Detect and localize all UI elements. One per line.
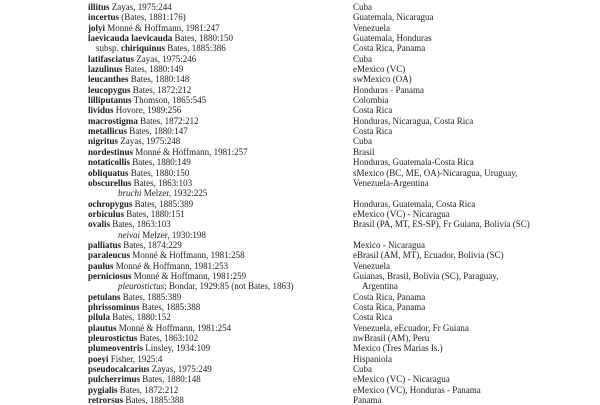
- species-entry: [88, 126, 188, 136]
- species-name: lazulinus: [88, 64, 123, 75]
- checklist-row: [0, 199, 600, 209]
- checklist-row: [0, 209, 600, 219]
- species-name: pygialis: [88, 384, 118, 395]
- species-entry: [88, 292, 181, 302]
- species-name: retrorsus: [88, 395, 124, 405]
- species-name: jolyi: [88, 22, 105, 33]
- species-name: lividus: [88, 105, 114, 116]
- species-entry: [88, 385, 178, 395]
- author-citation: Bates, 1880:151: [124, 208, 185, 219]
- author-citation: Zayas, 1975:249: [149, 364, 212, 375]
- species-name: obscurellus: [88, 177, 132, 188]
- author-citation: Bates, 1863:103: [110, 219, 171, 230]
- species-name: illitus: [88, 2, 110, 12]
- distribution-text: Guatemala, Honduras: [353, 33, 432, 44]
- author-citation: (Bates, 1881:176): [119, 12, 186, 23]
- species-entry: [88, 312, 171, 322]
- species-entry: [118, 281, 294, 291]
- species-name: paraleucus: [88, 250, 131, 261]
- species-entry: [88, 364, 212, 374]
- distribution-text: Costa Rica: [353, 126, 393, 137]
- author-citation: Bates, 1880:149: [130, 157, 191, 168]
- checklist-row: [0, 250, 600, 260]
- checklist-row: [0, 261, 600, 271]
- distribution-text: Cuba: [353, 2, 372, 12]
- author-citation: Monné & Hoffmann, 1981:257: [133, 146, 248, 157]
- distribution-text: Honduras, Nicaragua, Costa Rica: [353, 115, 474, 126]
- author-citation: Bates, 1872:212: [137, 115, 199, 126]
- species-entry: [88, 240, 182, 250]
- subspecies-prefix: subsp.: [96, 43, 122, 54]
- author-citation: Monné & Hoffmann, 1981:254: [116, 322, 232, 333]
- checklist-row: [0, 95, 600, 105]
- checklist-row: [0, 33, 600, 43]
- distribution-text: Mexico - Nicaragua: [353, 239, 425, 250]
- distribution-text: Mexico (Tres Marias Is.): [353, 343, 443, 354]
- checklist-row: [0, 168, 600, 178]
- distribution-text: Cuba: [353, 136, 372, 147]
- author-citation: Bates, 1872:212: [130, 84, 192, 95]
- species-entry: [88, 209, 185, 219]
- species-entry: [88, 343, 210, 353]
- species-entry: [88, 261, 228, 271]
- distribution-text: Costa Rica, Panama: [353, 43, 426, 54]
- distribution-text: eMexico (VC), Honduras - Panama: [353, 384, 481, 395]
- checklist-row: [0, 385, 600, 395]
- species-name: nordestinus: [88, 146, 134, 157]
- distribution-text: Costa Rica: [353, 105, 393, 116]
- species-name: pseudocalcarius: [88, 364, 150, 375]
- species-entry: [118, 188, 207, 198]
- species-entry: [88, 302, 200, 312]
- species-entry: [88, 95, 206, 105]
- checklist-row: [0, 333, 600, 343]
- checklist-row: [0, 292, 600, 302]
- distribution-text: Honduras - Panama: [353, 84, 424, 95]
- author-citation: Fisher, 1925:4: [108, 353, 163, 364]
- species-name: metallicus: [88, 126, 127, 137]
- checklist-row: [0, 302, 600, 312]
- species-name: leucopygus: [88, 84, 131, 95]
- species-name: laevicauda laevicauda: [88, 33, 173, 44]
- checklist-row: [0, 126, 600, 136]
- species-name: plumeoventris: [88, 343, 143, 354]
- author-citation: ; Bondar, 1929:85 (not Bates, 1863): [164, 281, 294, 292]
- species-name: pilula: [88, 312, 111, 323]
- species-entry: [88, 354, 162, 364]
- checklist-row: [0, 116, 600, 126]
- author-citation: Linsley, 1934:109: [143, 343, 211, 354]
- species-name: pulcherrimus: [88, 374, 141, 385]
- distribution-text: eMexico (VC): [353, 64, 406, 75]
- author-citation: Monné & Hoffmann, 1981:259: [131, 270, 247, 281]
- checklist-row: [0, 281, 600, 291]
- checklist-row: [0, 312, 600, 322]
- author-citation: Melzer, 1930:198: [140, 229, 206, 240]
- author-citation: Bates, 1880:147: [127, 126, 188, 137]
- distribution-text: sMexico (BC, ME, OA)-Nicaragua, Uruguay,: [353, 167, 518, 178]
- distribution-text: Venezuela, eEcuador, Fr Guiana: [353, 322, 469, 333]
- author-citation: Thomson, 1865:545: [131, 95, 207, 106]
- checklist-row: [0, 2, 600, 12]
- distribution-text: Venezuela: [353, 260, 390, 271]
- author-citation: Bates, 1880:150: [172, 33, 234, 44]
- author-citation: Bates, 1880:148: [140, 374, 201, 385]
- species-name: phrissominus: [88, 301, 140, 312]
- checklist-row: [0, 105, 600, 115]
- distribution-text: Cuba: [353, 53, 372, 64]
- species-entry: [88, 250, 245, 260]
- species-entry: [88, 105, 181, 115]
- species-entry: [118, 230, 206, 240]
- author-citation: Bates, 1872:212: [117, 384, 179, 395]
- checklist-row: [0, 343, 600, 353]
- species-name: lilliputanus: [88, 95, 132, 106]
- species-entry: [88, 116, 199, 126]
- distribution-text: Panama: [353, 395, 382, 405]
- species-name: pleurostictus: [88, 333, 138, 343]
- species-name: petulans: [88, 291, 121, 302]
- species-entry: [88, 136, 180, 146]
- distribution-text: nwBrasil (AM), Peru: [353, 333, 430, 343]
- distribution-text: Cuba: [353, 364, 372, 375]
- checklist-row: [0, 85, 600, 95]
- checklist-rows: [0, 2, 600, 405]
- author-citation: Zayas, 1975:248: [118, 136, 181, 147]
- distribution-text: Venezuela-Argentina: [353, 177, 429, 188]
- distribution-text: Colombia: [353, 95, 389, 106]
- author-citation: Bates, 1885:388: [139, 301, 201, 312]
- species-entry: [88, 199, 193, 209]
- distribution-text: Guianas, Brasil, Bolivia (SC), Paraguay,: [353, 270, 499, 281]
- species-name: poeyi: [88, 353, 109, 364]
- species-name: leucanthes: [88, 74, 129, 85]
- species-name: notaticollis: [88, 157, 130, 168]
- checklist-row: [0, 395, 600, 405]
- species-name: nigritus: [88, 136, 119, 147]
- species-entry: [88, 54, 196, 64]
- author-citation: Bates, 1880:148: [128, 74, 190, 85]
- distribution-text: Costa Rica, Panama: [353, 291, 426, 302]
- author-citation: Bates, 1880:150: [128, 167, 190, 178]
- distribution-text: eBrasil (AM, MT), Ecuador, Bolivia (SC): [353, 250, 504, 261]
- distribution-text: Argentina: [362, 281, 398, 292]
- author-citation: Zayas, 1975:246: [134, 53, 197, 64]
- species-entry: [88, 374, 201, 384]
- author-citation: Hovore, 1989:256: [113, 105, 182, 116]
- author-citation: Bates, 1863:102: [137, 333, 199, 343]
- checklist-row: [0, 240, 600, 250]
- author-citation: Bates, 1885:386: [165, 43, 226, 54]
- checklist-row: [0, 64, 600, 74]
- author-citation: Bates, 1863:103: [131, 177, 193, 188]
- species-entry: [88, 74, 189, 84]
- checklist-row: [0, 157, 600, 167]
- species-entry: [88, 395, 184, 405]
- species-name: pleurostictus: [118, 281, 165, 292]
- distribution-text: Costa Rica: [353, 312, 393, 323]
- checklist-row: [0, 147, 600, 157]
- distribution-text: Guatemala, Nicaragua: [353, 12, 434, 23]
- checklist-row: [0, 374, 600, 384]
- species-entry: [88, 147, 248, 157]
- author-citation: Monné & Hoffmann, 1981:258: [130, 250, 245, 261]
- species-entry: [88, 168, 189, 178]
- distribution-text: eMexico (VC) - Nicaragua: [353, 208, 450, 219]
- species-name: macrostigma: [88, 115, 138, 126]
- species-entry: [88, 157, 191, 167]
- species-name: orbiculus: [88, 208, 125, 219]
- species-name: neivai: [118, 229, 140, 240]
- species-name: incertus: [88, 12, 119, 23]
- species-name: bruchi: [118, 188, 142, 199]
- checklist-row: [0, 54, 600, 64]
- distribution-text: Venezuela: [353, 22, 390, 33]
- checklist-row: [0, 23, 600, 33]
- checklist-row: [0, 271, 600, 281]
- distribution-text: Honduras, Guatemala, Costa Rica: [353, 198, 476, 209]
- author-citation: Monné & Hoffmann, 1981:247: [105, 22, 220, 33]
- checklist-row: [0, 178, 600, 188]
- checklist-row: [0, 219, 600, 229]
- species-entry: [88, 33, 233, 43]
- checklist-row: [0, 364, 600, 374]
- species-name: ochropygus: [88, 198, 133, 209]
- checklist-row: [0, 74, 600, 84]
- distribution-text: Honduras, Guatemala-Costa Rica: [353, 157, 474, 168]
- checklist-row: [0, 323, 600, 333]
- species-entry: [88, 178, 192, 188]
- author-citation: Bates, 1885:389: [120, 291, 182, 302]
- species-name: palliatus: [88, 239, 122, 250]
- checklist-row: [0, 136, 600, 146]
- species-entry: [88, 219, 171, 229]
- author-citation: Melzer, 1932:225: [141, 188, 208, 199]
- species-name: obliquatus: [88, 167, 129, 178]
- species-name: ovalis: [88, 219, 111, 230]
- checklist-row: [0, 354, 600, 364]
- species-name: paulus: [88, 260, 114, 271]
- species-entry: [88, 64, 183, 74]
- species-entry: [88, 23, 220, 33]
- species-entry: [88, 323, 231, 333]
- author-citation: Bates, 1880:149: [122, 64, 184, 75]
- distribution-text: Brasil (PA, MT, ES-SP), Fr Guiana, Bolivia (SC): [353, 219, 530, 230]
- checklist-row: [0, 12, 600, 22]
- author-citation: Bates, 1880:152: [110, 312, 171, 323]
- species-entry: [88, 2, 172, 12]
- distribution-text: swMexico (OA): [353, 74, 412, 85]
- author-citation: Bates, 1885:389: [132, 198, 194, 209]
- species-entry: [96, 43, 226, 53]
- author-citation: Bates, 1885:388: [123, 395, 184, 405]
- species-name: chiriquinus: [121, 43, 166, 54]
- species-entry: [88, 12, 186, 22]
- distribution-text: Costa Rica, Panama: [353, 301, 426, 312]
- species-name: plautus: [88, 322, 117, 333]
- checklist-row: [0, 188, 600, 198]
- species-name: perniciosus: [88, 270, 132, 281]
- species-name: latifasciatus: [88, 53, 134, 64]
- author-citation: Bates, 1874:229: [121, 239, 182, 250]
- distribution-text: Hispaniola: [353, 353, 392, 364]
- species-entry: [88, 333, 198, 343]
- checklist-row: [0, 230, 600, 240]
- distribution-text: eMexico (VC) - Nicaragua: [353, 374, 450, 385]
- distribution-text: Brasil: [353, 146, 375, 157]
- author-citation: Monné & Hoffmann, 1981:253: [113, 260, 229, 271]
- species-entry: [88, 271, 246, 281]
- author-citation: Zayas, 1975:244: [109, 2, 172, 12]
- species-entry: [88, 85, 191, 95]
- checklist-row: [0, 43, 600, 53]
